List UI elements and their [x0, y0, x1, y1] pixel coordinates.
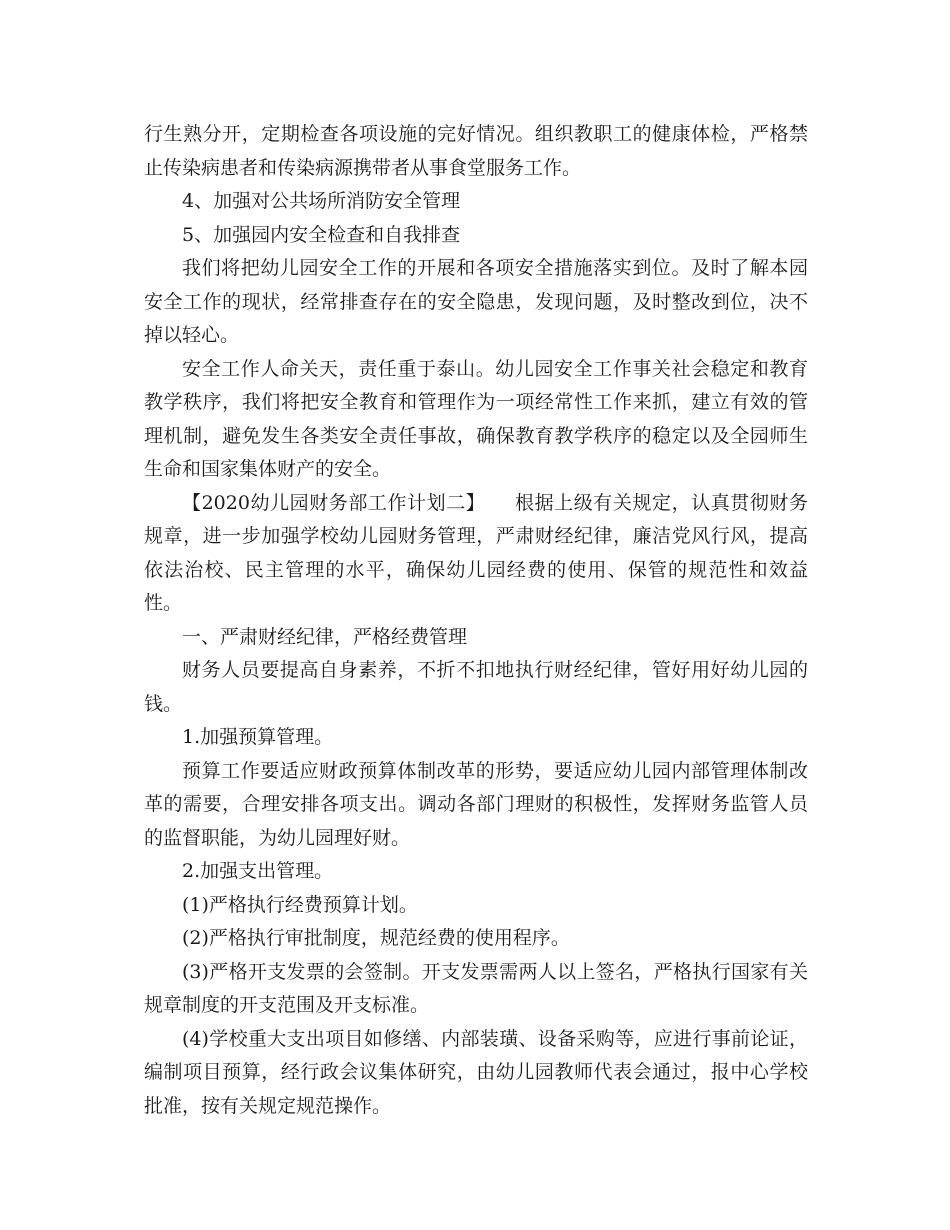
paragraph: 预算工作要适应财政预算体制改革的形势，要适应幼儿园内部管理体制改革的需要，合理安排各项支出。调动各部门理财的积极性，发挥财务监管人员的监督职能，为幼儿园理好财。: [144, 759, 808, 849]
paragraph: 我们将把幼儿园安全工作的开展和各项安全措施落实到位。及时了解本园安全工作的现状，经常排查存在的安全隐患，发现问题，及时整改到位，决不掉以轻心。: [144, 257, 808, 346]
paragraph: 财务人员要提高自身素养，不折不扣地执行财经纪律，管好用好幼儿园的钱。: [144, 659, 808, 715]
list-item: (2)严格执行审批制度，规范经费的使用程序。: [182, 927, 570, 949]
paragraph: 4、加强对公共场所消防安全管理: [182, 190, 461, 212]
subsection-heading: 2.加强支出管理。: [182, 860, 334, 882]
subsection-heading: 1.加强预算管理。: [182, 726, 334, 748]
paragraph: 行生熟分开，定期检查各项设施的完好情况。组织教职工的健康体检，严格禁止传染病患者和传染病源携带者从事食堂服务工作。: [144, 123, 808, 179]
paragraph: 5、加强园内安全检查和自我排查: [182, 223, 461, 246]
paragraph: 【2020幼儿园财务部工作计划二】 根据上级有关规定，认真贯彻财务规章，进一步加强学校幼儿园财务管理，严肃财经纪律，廉洁党风行风，提高依法治校、民主管理的水平，确保幼儿园经费的使用、保管的规范性和效益性。: [144, 491, 808, 614]
document-page: [144, 118, 808, 1123]
list-item: (1)严格执行经费预算计划。: [182, 893, 418, 916]
list-item: (4)学校重大支出项目如修缮、内部装璜、设备采购等，应进行事前论证，编制项目预算，经行政会议集体研究，由幼儿园教师代表会通过，报中心学校批准，按有关规定规范操作。: [144, 1027, 808, 1117]
list-item: (3)严格开支发票的会签制。开支发票需两人以上签名，严格执行国家有关规章制度的开支范围及开支标准。: [144, 960, 808, 1016]
paragraph: 安全工作人命关天，责任重于泰山。幼儿园安全工作事关社会稳定和教育教学秩序，我们将把安全教育和管理作为一项经常性工作来抓，建立有效的管理机制，避免发生各类安全责任事故，确保教育教学秩序的稳定以及全园师生生命和国家集体财产的安全。: [144, 357, 808, 480]
section-heading: 一、严肃财经纪律，严格经费管理: [182, 625, 468, 648]
